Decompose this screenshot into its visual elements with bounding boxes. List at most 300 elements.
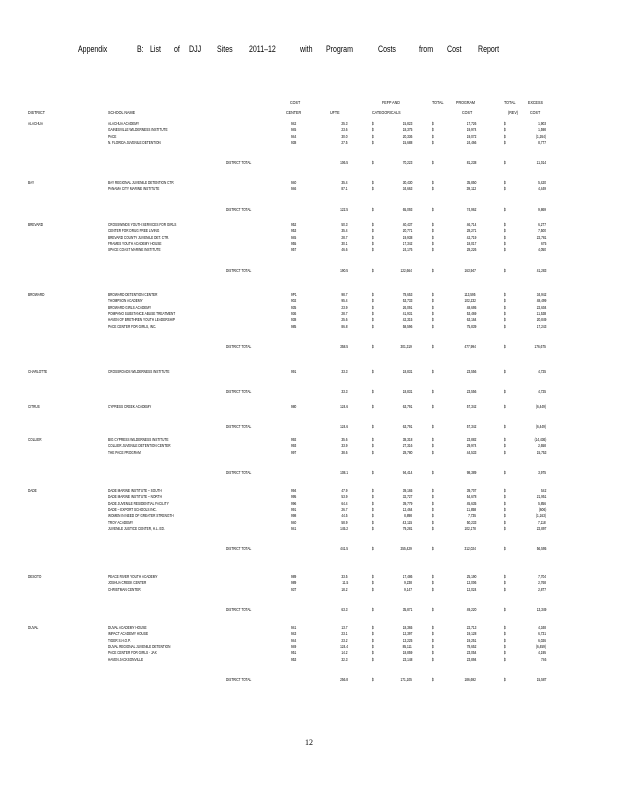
excess-cost-value: 6,277	[538, 222, 546, 227]
title-word: DJJ	[189, 44, 202, 54]
fefp-value: 43,115	[402, 519, 412, 525]
table-row	[0, 235, 618, 241]
dollar-sign: $	[432, 317, 434, 323]
ufte-value: 25.6	[341, 317, 348, 323]
school-name: THE PACE PROGRAM	[108, 449, 141, 455]
fefp-value: 12,397	[402, 631, 412, 637]
dollar-sign: $	[504, 650, 506, 656]
fefp-value: 85,111	[402, 643, 412, 649]
dollar-sign: $	[372, 267, 374, 273]
table-row	[0, 324, 618, 330]
header-total-excess-3: (REV)	[508, 110, 519, 115]
fefp-value: 34,663	[402, 186, 412, 192]
dollar-sign: $	[372, 304, 374, 310]
excess-cost-value: 20,849	[536, 317, 546, 323]
program-cost-value: 45,635	[466, 500, 476, 506]
program-cost-value: 102,178	[464, 525, 476, 531]
program-cost-value: 23,894	[466, 656, 476, 662]
dollar-sign: $	[372, 443, 374, 449]
program-cost-value: 12,006	[466, 580, 476, 586]
table-row	[0, 443, 618, 449]
table-row	[0, 520, 618, 526]
program-cost-value: 29,974	[466, 443, 476, 449]
ufte-value: 33.3	[341, 369, 348, 374]
program-cost-value: 42,719	[466, 234, 476, 240]
program-cost-value: 53,469	[466, 310, 476, 316]
total-fefp: 255,429	[400, 546, 412, 552]
dollar-sign: $	[372, 404, 374, 409]
dollar-sign: $	[504, 506, 506, 512]
dollar-sign: $	[504, 437, 506, 442]
dollar-sign: $	[372, 637, 374, 643]
excess-cost-value: 7,704	[538, 574, 546, 579]
school-name: PACE CENTER FOR GIRLS - JAX	[108, 650, 157, 656]
school-name: BIG CYPRESS WILDERNESS INSTITUTE	[108, 437, 169, 442]
cost-center: 943	[291, 631, 297, 637]
ufte-value: 35.4	[341, 228, 348, 234]
ufte-value: 46.6	[341, 247, 348, 253]
dollar-sign: $	[504, 139, 506, 145]
dollar-sign: $	[504, 488, 506, 493]
fefp-value: 26,091	[402, 304, 412, 310]
district-total-label: DISTRICT TOTAL	[226, 389, 252, 395]
total-program-cost: 98,389	[466, 469, 476, 475]
ufte-value: 23.1	[341, 631, 348, 637]
dollar-sign: $	[504, 180, 506, 185]
dollar-sign: $	[372, 500, 374, 506]
title-word: List	[150, 44, 161, 54]
dollar-sign: $	[432, 513, 434, 519]
total-fefp: 122,664	[400, 267, 412, 273]
cost-center: 935	[291, 304, 297, 310]
cost-center: 955	[291, 240, 297, 246]
ufte-value: 98.7	[341, 292, 348, 297]
dollar-sign: $	[504, 310, 506, 316]
school-name: GAINESVILLE WILDERNESS INSTITUTE	[108, 127, 168, 133]
ufte-value: 23.2	[341, 637, 348, 643]
district-total-row	[0, 207, 618, 213]
cost-center: 938	[291, 139, 297, 145]
dollar-sign: $	[372, 525, 374, 531]
cost-center: 991	[291, 506, 297, 512]
dollar-sign: $	[372, 222, 374, 227]
school-name: PANAMA CITY MARINE INSTITUTE	[108, 186, 160, 192]
program-cost-value: 19,128	[466, 631, 476, 637]
total-fefp: 65,093	[402, 206, 412, 212]
table-row	[0, 311, 618, 317]
dollar-sign: $	[504, 631, 506, 637]
dollar-sign: $	[432, 488, 434, 493]
ufte-value: 58.9	[341, 519, 348, 525]
dollar-sign: $	[372, 437, 374, 442]
program-cost-value: 28,226	[466, 247, 476, 253]
dollar-sign: $	[432, 506, 434, 512]
dollar-sign: $	[504, 546, 506, 552]
program-cost-value: 113,595	[464, 292, 476, 297]
dollar-sign: $	[504, 580, 506, 586]
total-fefp: 301,319	[400, 343, 412, 349]
dollar-sign: $	[372, 369, 374, 374]
school-name: DUVAL REGIONAL JUVENILE DETENTION	[108, 643, 171, 649]
fefp-value: 32,727	[402, 494, 412, 500]
cost-center: 941	[291, 625, 297, 630]
dollar-sign: $	[432, 222, 434, 227]
school-name: THOMPSON ACADEMY	[108, 298, 143, 304]
fefp-value: 42,315	[402, 317, 412, 323]
excess-cost-value: 7,500	[538, 228, 546, 234]
dollar-sign: $	[432, 186, 434, 192]
school-name: CROSSROADS WILDERNESS INSTITUTE	[108, 369, 170, 374]
dollar-sign: $	[504, 513, 506, 519]
dollar-sign: $	[372, 631, 374, 637]
total-excess-cost: 9,869	[538, 206, 546, 212]
dollar-sign: $	[372, 574, 374, 579]
fefp-value: 53,733	[402, 298, 412, 304]
program-cost-value: 54,678	[466, 494, 476, 500]
total-ufte: 124.6	[340, 424, 348, 430]
cost-center: 902	[291, 298, 297, 304]
dollar-sign: $	[372, 449, 374, 455]
fefp-value: 30,430	[402, 180, 412, 185]
total-ufte: 122.5	[340, 206, 348, 212]
fefp-value: 15,688	[402, 139, 412, 145]
dollar-sign: $	[432, 643, 434, 649]
dollar-sign: $	[432, 449, 434, 455]
dollar-sign: $	[372, 206, 374, 212]
cost-center: 944	[291, 133, 297, 139]
dollar-sign: $	[372, 323, 374, 329]
dollar-sign: $	[504, 186, 506, 192]
district-total-label: DISTRICT TOTAL	[226, 160, 252, 166]
dollar-sign: $	[504, 160, 506, 166]
table-row	[0, 437, 618, 443]
title-word: Sites	[217, 44, 233, 54]
dollar-sign: $	[432, 494, 434, 500]
school-name: PACE	[108, 133, 117, 139]
table-row	[0, 180, 618, 186]
district-name: COLLIER	[28, 437, 42, 442]
cost-center: 989	[291, 580, 297, 586]
dollar-sign: $	[504, 606, 506, 612]
dollar-sign: $	[504, 304, 506, 310]
dollar-sign: $	[372, 519, 374, 525]
total-program-cost: 312,024	[464, 546, 476, 552]
school-name: TIGER S.H.O.P.	[108, 637, 131, 643]
cost-center: 949	[291, 643, 297, 649]
dollar-sign: $	[372, 121, 374, 126]
dollar-sign: $	[372, 513, 374, 519]
table-row	[0, 644, 618, 650]
total-fefp: 35,871	[402, 606, 412, 612]
total-excess-cost: 56,595	[536, 546, 546, 552]
dollar-sign: $	[372, 546, 374, 552]
program-cost-value: 39,112	[466, 186, 476, 192]
cost-center: 936	[291, 310, 297, 316]
total-excess-cost: 15,587	[536, 676, 546, 682]
total-fefp: 171,105	[400, 676, 412, 682]
table-row	[0, 127, 618, 133]
title-word: with	[300, 44, 313, 54]
table-row	[0, 369, 618, 375]
district-total-row	[0, 344, 618, 350]
program-cost-value: 23,882	[466, 437, 476, 442]
excess-cost-value: 6,026	[538, 637, 546, 643]
ufte-value: 95.4	[341, 298, 348, 304]
school-name: POMPANO SUBSTANCE ABUSE TREATMENT	[108, 310, 176, 316]
dollar-sign: $	[432, 228, 434, 234]
program-cost-value: 50,233	[466, 519, 476, 525]
fefp-value: 18,859	[402, 650, 412, 656]
dollar-sign: $	[372, 586, 374, 592]
school-name: CHRISTMAN CENTER	[108, 586, 141, 592]
program-cost-value: 25,190	[466, 574, 476, 579]
dollar-sign: $	[504, 469, 506, 475]
dollar-sign: $	[504, 574, 506, 579]
cost-center: 980	[291, 404, 297, 409]
ufte-value: 44.5	[341, 513, 348, 519]
table-row	[0, 526, 618, 532]
fefp-value: 58,596	[402, 323, 412, 329]
dollar-sign: $	[432, 443, 434, 449]
fefp-value: 41,931	[402, 310, 412, 316]
school-name: SPACE COAST MARINE INSTITUTE	[108, 247, 161, 253]
total-program-cost: 163,947	[464, 267, 476, 273]
header-cost-center-1: COST	[290, 100, 301, 105]
fefp-value: 39,779	[402, 500, 412, 506]
excess-cost-value: 21,951	[536, 494, 546, 500]
cost-center: 940	[291, 519, 297, 525]
school-name: JUVENILE JUSTICE CENTER, H.L. ED.	[108, 525, 165, 531]
cost-center: 946	[291, 186, 297, 192]
ufte-value: 33.5	[341, 574, 348, 579]
table-row	[0, 292, 618, 298]
district-total-row	[0, 470, 618, 476]
dollar-sign: $	[372, 186, 374, 192]
fefp-value: 79,281	[402, 525, 412, 531]
dollar-sign: $	[504, 121, 506, 126]
dollar-sign: $	[372, 127, 374, 133]
program-cost-value: 17,726	[466, 121, 476, 126]
program-cost-value: 28,271	[466, 228, 476, 234]
excess-cost-value: (1,163)	[535, 513, 546, 519]
dollar-sign: $	[504, 494, 506, 500]
cost-center: 992	[291, 437, 297, 442]
ufte-value: 124.6	[340, 404, 348, 409]
school-name: CROSSWINDS YOUTH SERVICES FOR GIRLS	[108, 222, 177, 227]
dollar-sign: $	[504, 637, 506, 643]
total-program-cost: 74,962	[466, 206, 476, 212]
total-fefp: 94,414	[402, 469, 412, 475]
ufte-value: 23.6	[341, 127, 348, 133]
title-word: Costs	[378, 44, 396, 54]
excess-cost-value: 15,753	[536, 449, 546, 455]
table-row	[0, 134, 618, 140]
table-row	[0, 494, 618, 500]
ufte-value: 28.7	[341, 234, 348, 240]
program-cost-value: 57,342	[466, 404, 476, 409]
school-name: DADE MARINE INSTITUTE – NORTH	[108, 494, 162, 500]
header-total-program-1: TOTAL	[432, 100, 444, 105]
dollar-sign: $	[372, 160, 374, 166]
total-program-cost: 477,994	[464, 343, 476, 349]
total-excess-cost: 13,349	[536, 606, 546, 612]
ufte-value: 11.5	[342, 580, 348, 586]
district-total-label: DISTRICT TOTAL	[226, 546, 252, 552]
cost-center: 9P1	[291, 292, 297, 297]
total-excess-cost: 176,675	[534, 343, 546, 349]
program-cost-value: 78,652	[466, 643, 476, 649]
program-cost-value: 75,839	[466, 323, 476, 329]
total-ufte: 63.3	[341, 606, 348, 612]
table-row	[0, 574, 618, 580]
dollar-sign: $	[504, 643, 506, 649]
cost-center: 944	[291, 637, 297, 643]
dollar-sign: $	[432, 139, 434, 145]
program-cost-value: 19,974	[466, 127, 476, 133]
cost-center: 951	[291, 650, 297, 656]
total-fefp: 63,791	[402, 424, 412, 430]
dollar-sign: $	[504, 222, 506, 227]
dollar-sign: $	[372, 580, 374, 586]
dollar-sign: $	[432, 469, 434, 475]
table-row	[0, 186, 618, 192]
ufte-value: 27.5	[341, 139, 348, 145]
dollar-sign: $	[504, 292, 506, 297]
dollar-sign: $	[432, 580, 434, 586]
total-ufte: 256.8	[340, 676, 348, 682]
dollar-sign: $	[372, 133, 374, 139]
header-total-excess-2: EXCESS	[528, 100, 543, 105]
excess-cost-value: 17,243	[536, 323, 546, 329]
dollar-sign: $	[432, 656, 434, 662]
excess-cost-value: 746	[540, 656, 546, 662]
excess-cost-value: 22,604	[536, 304, 546, 310]
dollar-sign: $	[372, 234, 374, 240]
district-name: ALACHUA	[28, 121, 43, 126]
title-word: 2011–12	[249, 44, 276, 54]
dollar-sign: $	[432, 206, 434, 212]
total-fefp: 70,223	[402, 160, 412, 166]
cost-center: 985	[291, 323, 297, 329]
fefp-value: 17,486	[402, 574, 412, 579]
total-ufte: 441.5	[340, 546, 348, 552]
dollar-sign: $	[432, 519, 434, 525]
table-row	[0, 638, 618, 644]
cost-center: 996	[291, 500, 297, 506]
fefp-value: 38,318	[402, 437, 412, 442]
district-name: DUVAL	[28, 625, 39, 630]
dollar-sign: $	[504, 500, 506, 506]
fefp-value: 20,336	[402, 133, 412, 139]
fefp-value: 13,225	[402, 637, 412, 643]
school-name: BAY REGIONAL JUVENILE DETENTION CTR	[108, 180, 174, 185]
fefp-value: 19,938	[402, 234, 412, 240]
excess-cost-value: 22,781	[536, 234, 546, 240]
fefp-value: 9,147	[404, 586, 412, 592]
fefp-value: 28,780	[402, 449, 412, 455]
fefp-value: 24,176	[402, 247, 412, 253]
program-cost-value: 23,054	[466, 650, 476, 656]
table-row	[0, 513, 618, 519]
header-total-excess-1: TOTAL	[504, 100, 516, 105]
district-name: CITRUS	[28, 404, 40, 409]
dollar-sign: $	[372, 643, 374, 649]
cost-center: 995	[291, 494, 297, 500]
district-name: BAY	[28, 180, 35, 185]
program-cost-value: 11,858	[466, 506, 476, 512]
total-program-cost: 186,692	[464, 676, 476, 682]
excess-cost-value: 6,731	[538, 631, 546, 637]
dollar-sign: $	[504, 234, 506, 240]
dollar-sign: $	[372, 606, 374, 612]
dollar-sign: $	[372, 656, 374, 662]
dollar-sign: $	[504, 525, 506, 531]
dollar-sign: $	[372, 228, 374, 234]
district-total-label: DISTRICT TOTAL	[226, 343, 252, 349]
fefp-value: 12,464	[402, 506, 412, 512]
dollar-sign: $	[372, 389, 374, 395]
excess-cost-value: 2,658	[538, 443, 546, 449]
cost-center: 953	[291, 228, 297, 234]
school-name: DADE MARINE INSTITUTE – SOUTH	[108, 488, 162, 493]
district-name: DADE	[28, 488, 37, 493]
cost-center: 942	[291, 121, 297, 126]
excess-cost-value: 1,598	[538, 127, 546, 133]
table-row	[0, 140, 618, 146]
district-total-row	[0, 607, 618, 613]
table-row	[0, 247, 618, 253]
excess-cost-value: 5,420	[538, 180, 546, 185]
dollar-sign: $	[504, 625, 506, 630]
dollar-sign: $	[432, 631, 434, 637]
dollar-sign: $	[372, 310, 374, 316]
school-name: BROWARD DETENTION CENTER	[108, 292, 158, 297]
total-excess-cost: 41,283	[536, 267, 546, 273]
dollar-sign: $	[372, 343, 374, 349]
dollar-sign: $	[504, 323, 506, 329]
dollar-sign: $	[432, 298, 434, 304]
excess-cost-value: (606)	[538, 506, 546, 512]
school-name: DADE JUVENILE RESIDENTIAL FACILITY	[108, 500, 169, 506]
total-excess-cost: (6,449)	[535, 424, 546, 430]
program-cost-value: 24,466	[466, 139, 476, 145]
table-row	[0, 501, 618, 507]
school-name: PEACE RIVER YOUTH ACADEMY	[108, 574, 158, 579]
dollar-sign: $	[372, 424, 374, 430]
ufte-value: 18.2	[341, 586, 348, 592]
school-name: HAVEN JACKSONVILLE	[108, 656, 144, 662]
dollar-sign: $	[432, 180, 434, 185]
dollar-sign: $	[432, 121, 434, 126]
cost-center: 957	[291, 247, 297, 253]
school-name: COLLIER JUVENILE DETENTION CENTER	[108, 443, 171, 449]
table-row	[0, 625, 618, 631]
ufte-value: 33.9	[341, 443, 348, 449]
dollar-sign: $	[432, 586, 434, 592]
dollar-sign: $	[504, 424, 506, 430]
district-total-row	[0, 160, 618, 166]
ufte-value: 47.9	[341, 488, 348, 493]
dollar-sign: $	[432, 404, 434, 409]
dollar-sign: $	[372, 298, 374, 304]
fefp-value: 39,165	[402, 488, 412, 493]
fefp-value: 40,437	[402, 222, 412, 227]
excess-cost-value: 4,348	[538, 625, 546, 630]
table-row	[0, 404, 618, 410]
dollar-sign: $	[432, 343, 434, 349]
excess-cost-value: 675	[540, 240, 546, 246]
dollar-sign: $	[372, 488, 374, 493]
